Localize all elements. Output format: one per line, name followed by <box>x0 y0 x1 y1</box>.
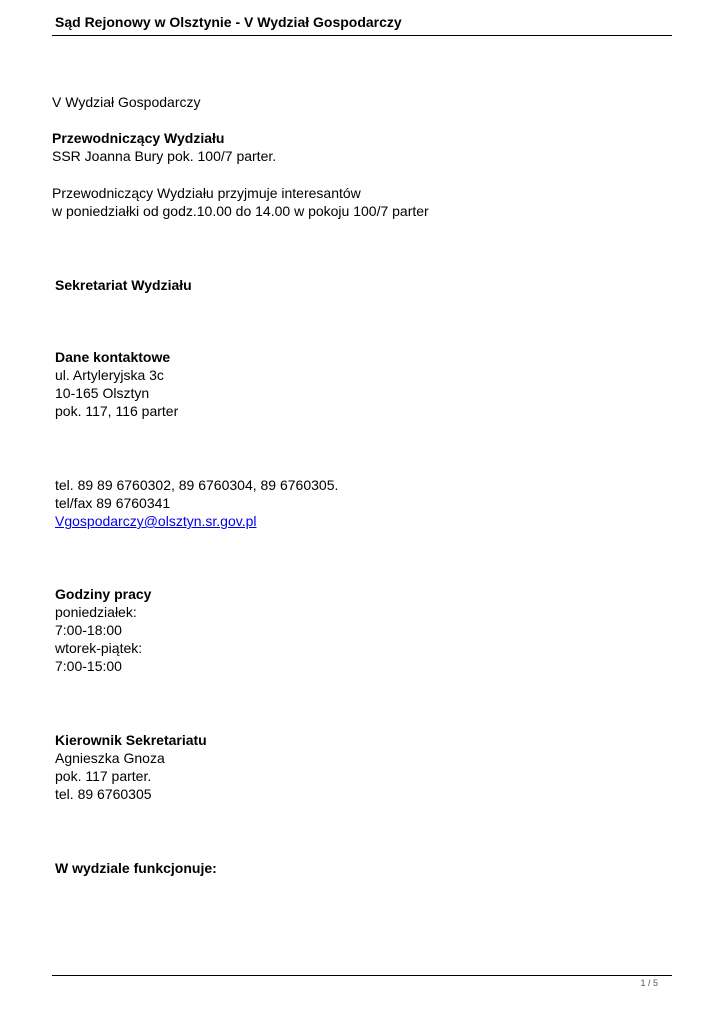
contact-rooms: pok. 117, 116 parter <box>55 403 179 419</box>
page-number: 1 / 5 <box>640 978 658 988</box>
working-hours-heading: Godziny pracy <box>55 586 152 602</box>
contact-city: 10-165 Olsztyn <box>55 385 150 401</box>
chair-heading: Przewodniczący Wydziału <box>52 130 225 146</box>
functions-heading: W wydziale funkcjonuje: <box>55 860 217 876</box>
contact-fax: tel/fax 89 6760341 <box>55 495 171 511</box>
contact-street: ul. Artyleryjska 3c <box>55 367 164 383</box>
office-hours-line-1: Przewodniczący Wydziału przyjmuje interesantów <box>52 185 361 201</box>
secretariat-head-heading: Kierownik Sekretariatu <box>55 732 207 748</box>
footer-divider <box>52 975 672 976</box>
contact-phone: tel. 89 89 6760302, 89 6760304, 89 6760305. <box>55 477 339 493</box>
contact-email-link[interactable]: Vgospodarczy@olsztyn.sr.gov.pl <box>55 513 257 529</box>
chair-person: SSR Joanna Bury pok. 100/7 parter. <box>52 148 277 164</box>
working-hours-day-1: poniedziałek: <box>55 604 137 620</box>
department-name: V Wydział Gospodarczy <box>52 94 201 110</box>
secretariat-head-name: Agnieszka Gnoza <box>55 750 165 766</box>
header-divider <box>52 35 672 36</box>
office-hours-line-2: w poniedziałki od godz.10.00 do 14.00 w pokoju 100/7 parter <box>52 203 429 219</box>
page-header-title: Sąd Rejonowy w Olsztynie - V Wydział Gospodarczy <box>55 14 402 30</box>
secretariat-head-phone: tel. 89 6760305 <box>55 786 152 802</box>
working-hours-time-1: 7:00-18:00 <box>55 622 122 638</box>
working-hours-time-2: 7:00-15:00 <box>55 658 122 674</box>
working-hours-day-2: wtorek-piątek: <box>55 640 143 656</box>
contact-heading: Dane kontaktowe <box>55 349 171 365</box>
secretariat-head-room: pok. 117 parter. <box>55 768 152 784</box>
secretariat-heading: Sekretariat Wydziału <box>55 277 192 293</box>
